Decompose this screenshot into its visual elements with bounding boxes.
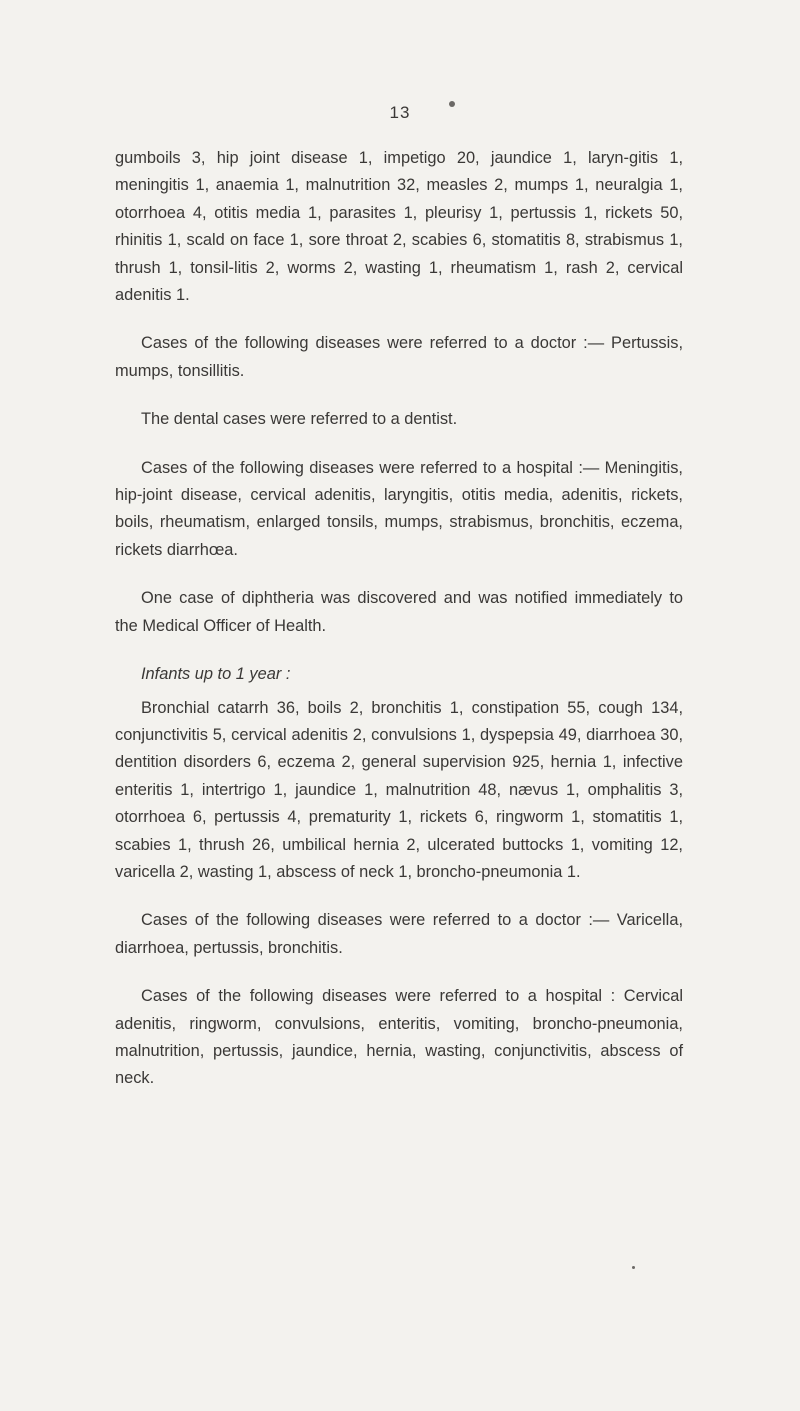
- paragraph-infant-referred-hospital: Cases of the following diseases were referred to a hospital : Cervical adenitis, ringworm, convulsions, enteritis, vomiting, broncho-pneumonia, malnutrition, pertussis, jaundice, hernia, wasting, conjunctivitis, abscess of neck.: [115, 987, 683, 1088]
- paragraph-infant-conditions: Bronchial catarrh 36, boils 2, bronchitis 1, constipation 55, cough 134, conjunctivitis 5, cervical adenitis 2, convulsions 1, dyspepsia 49, diarrhoea 30, dentition disorders 6, eczema 2, general supervision 925, hernia 1, infective enteritis 1, intertrigo 1, jaundice 1, malnutrition 48, nævus 1, omphalitis 3, otorrhoea 6, pertussis 4, prematurity 1, rickets 6, ringworm 1, stomatitis 1, scabies 1, thrush 26, umbilical hernia 2, ulcerated buttocks 1, vomiting 12, varicella 2, wasting 1, abscess of neck 1, broncho-pneumonia 1.: [115, 698, 683, 881]
- ink-speck: [449, 101, 455, 107]
- section-heading-infants: Infants up to 1 year :: [141, 665, 291, 684]
- paragraph-infant-referred-doctor: Cases of the following diseases were referred to a doctor :— Varicella, diarrhoea, pertussis, bronchitis.: [115, 911, 683, 957]
- paragraph-conditions-list: gumboils 3, hip joint disease 1, impetigo 20, jaundice 1, laryn-gitis 1, meningitis 1, anaemia 1, malnutrition 32, measles 2, mumps 1, neuralgia 1, otorrhoea 4, otitis media 1, parasites 1, pleurisy 1, pertussis 1, rickets 50, rhinitis 1, scald on face 1, sore throat 2, scabies 6, stomatitis 8, strabismus 1, thrush 1, tonsil-litis 2, worms 2, wasting 1, rheumatism 1, rash 2, cervical adenitis 1.: [115, 149, 683, 305]
- paragraph-diphtheria: One case of diphtheria was discovered and was notified immediately to the Medical Officer of Health.: [115, 589, 683, 635]
- paragraph-referred-hospital: Cases of the following diseases were referred to a hospital :— Meningitis, hip-joint disease, cervical adenitis, laryngitis, otitis media, adenitis, rickets, boils, rheumatism, enlarged tonsils, mumps, strabismus, bronchitis, eczema, rickets diarrhœa.: [115, 458, 683, 559]
- ink-speck: [632, 1266, 635, 1269]
- page-number: 13: [389, 103, 411, 122]
- paragraph-referred-doctor: Cases of the following diseases were referred to a doctor :— Pertussis, mumps, tonsillitis.: [115, 334, 683, 380]
- document-body: [115, 145, 683, 1114]
- paragraph-referred-dentist: The dental cases were referred to a dentist.: [141, 410, 458, 429]
